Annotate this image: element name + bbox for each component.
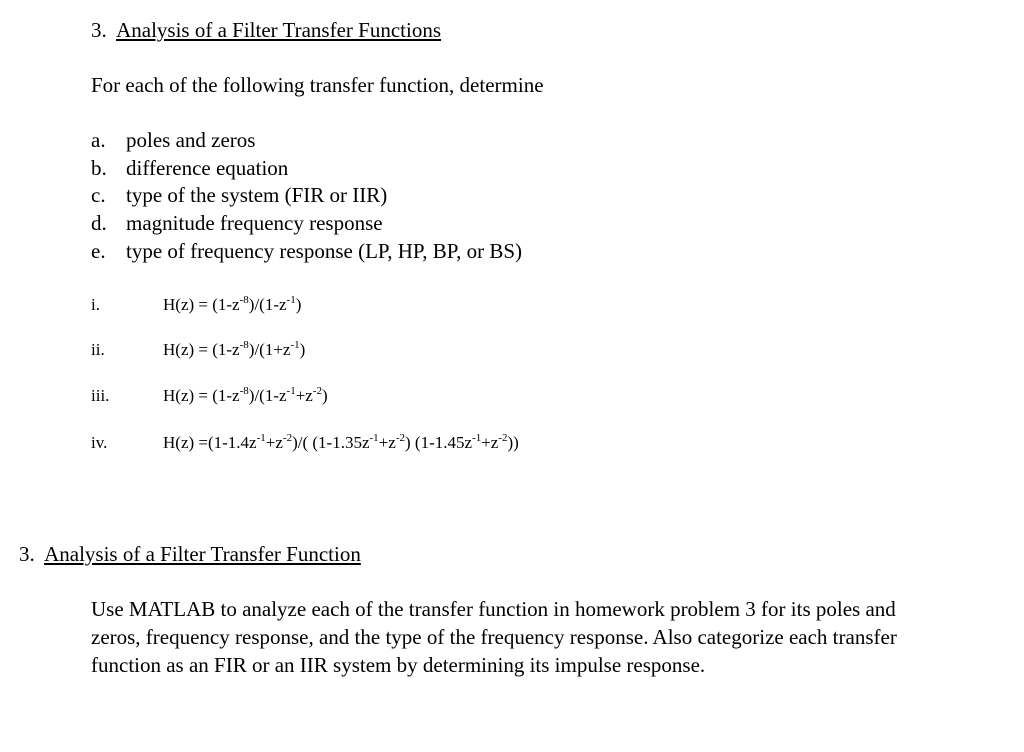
list-letter: a. [91, 128, 106, 152]
list-item-d [91, 209, 383, 237]
list-text: magnitude frequency response [126, 211, 383, 235]
list-item-e [91, 237, 522, 265]
section2-paragraph: Use MATLAB to analyze each of the transfer function in homework problem 3 for its poles and zeros, frequency response, and the type of the frequency response. Also categorize each transfer function as an FIR or an IIR system by determining its impulse response. [91, 597, 897, 677]
list-letter: c. [91, 183, 106, 207]
equation-number: iii. [91, 386, 110, 405]
section1-intro: For each of the following transfer function, determine [91, 73, 544, 97]
list-letter: b. [91, 156, 107, 180]
list-text: type of the system (FIR or IIR) [126, 183, 388, 207]
equation-number: i. [91, 295, 100, 314]
equation-iv [91, 432, 519, 454]
list-text: difference equation [126, 156, 289, 180]
list-item-c [91, 181, 387, 209]
list-item-a [91, 126, 255, 154]
equation-ii [91, 339, 305, 361]
section1-heading-title: Analysis of a Filter Transfer Functions [116, 18, 441, 42]
list-letter: e. [91, 239, 106, 263]
equation-text: $H(z) = (1-z^{-8})/(1-z^{-1})$ [163, 294, 302, 314]
section2-heading-number: 3. [19, 542, 35, 566]
list-letter: d. [91, 211, 107, 235]
list-text: type of frequency response (LP, HP, BP, or BS) [126, 239, 523, 263]
equation-text: $H(z) = (1-z^{-8})/(1+z^{-1})$ [163, 339, 306, 359]
section1-heading-number: 3. [91, 18, 107, 42]
section1-heading [91, 16, 441, 44]
equation-iii [91, 385, 328, 407]
equation-number: iv. [91, 433, 108, 452]
section2-heading [19, 540, 361, 568]
equation-i [91, 294, 301, 316]
equation-number: ii. [91, 340, 105, 359]
list-text: poles and zeros [126, 128, 256, 152]
equation-text: $H(z) =(1-1.4z^{-1}+z^{-2})/$( $(1-1.35z^{-1}+z^{-2})$ $(1-1.45z^{-1}+z^{-2})$) [163, 432, 519, 452]
list-item-b [91, 154, 288, 182]
equation-text: $H(z) = (1-z^{-8})/(1-z^{-1}+z^{-2})$ [163, 385, 328, 405]
section2-heading-title: Analysis of a Filter Transfer Function [44, 542, 361, 566]
